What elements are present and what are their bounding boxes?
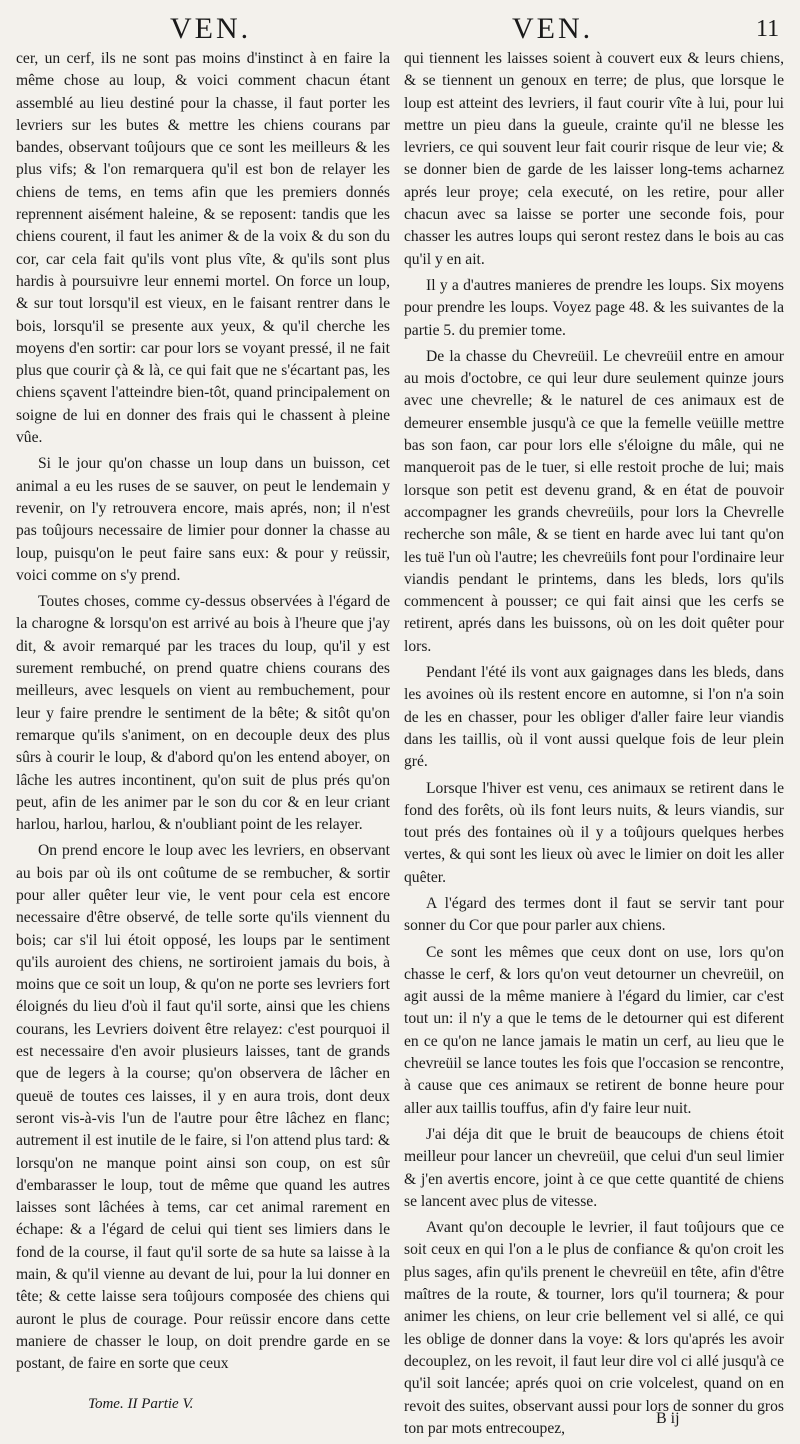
paragraph: Ce sont les mêmes que ceux dont on use, lors qu'on chasse le cerf, & lors qu'on veut detourner un chevreüil, on agit aussi de la même maniere à l'égard du limier, car c'est tout un: il n'y a que le tems de le detourner qui est diferent en ce qu'on ne lance jamais le matin un cerf, au lieu que le chevreüil se lance toutes les fois que l'occasion se rencontre, à cause que ces animaux se retirent de bonne heure pour aller aux taillis touffus, afin d'y faire leur nuit.	[404, 943, 784, 1117]
volume-line: Tome. II Partie V.	[88, 1396, 194, 1412]
page-number: 11	[756, 16, 780, 42]
paragraph: Toutes choses, comme cy-dessus observées à l'égard de la charogne & lorsqu'on est arrivé au bois à l'heure que j'ay dit, & avoir remarqué par les traces du loup, qu'il y est surement rembuché, on prend quatre chiens courans des meilleurs, avec lesquels on vient au rembuchement, pour leur y faire prendre le sentiment de la bête; & sitôt qu'on remarque qu'ils s'animent, on en decouple deux des plus sûrs à courir le loup, & d'abord qu'on les entend aboyer, on lâche les autres incontinent, qu'on suit de plus prés qu'on peut, afin de les animer par le son du cor & en leur criant harlou, harlou, harlou, & n'oubliant point de les relayer.	[16, 593, 390, 834]
running-head	[0, 12, 800, 52]
paragraph: Si le jour qu'on chasse un loup dans un buisson, cet animal a eu les ruses de se sauver, on peut le lendemain y revenir, on l'y retrouvera encore, mais aprés, non; il n'est pas toûjours necessaire de limier pour donner la chasse au loup, puisqu'on le peut faire sans eux: & pour y reüssir, voici comme on s'y prend.	[16, 455, 390, 584]
paragraph: cer, un cerf, ils ne sont pas moins d'instinct à en faire la même chose au loup, & voici comment chacun étant assemblé au lieu destiné pour la chasse, il faut porter les levriers sur les butes & mettre les chiens courans par bandes, observant toûjours que ce sont les meilleurs & les plus vifs; & l'on remarquera qu'il est bon de relayer les chiens de tems, en tems afin que les premiers donnés reprennent aisément haleine, & se reposent: tandis que les chiens courent, il faut les animer & de la voix & du son du cor, car cela fait qu'ils vont plus vîte, & qu'ils sont plus hardis à poursuivre leur ennemi mortel. On force un loup, & sur tout lorsqu'il est vieux, en le faisant rentrer dans le bois, lorsqu'il se presente aux yeux, & qu'il cherche les moyens d'en sortir: car pour lors se voyant pressé, il ne fait plus que courir çà & là, ce qui fait que ne s'écartant pas, les chiens sçavent l'atteindre bien-tôt, quand principalement on soigne de lui en donner des frais qui le chassent à pleine vûe.	[16, 50, 390, 447]
paragraph: Avant qu'on decouple le levrier, il faut toûjours que ce soit ceux en qui l'on a le plus de confiance & qu'on croit les plus sages, afin qu'ils prenent le chevreüil en tête, afin d'être maîtres de la route, & tourner, lors qu'il tournera; & pour animer les chiens, on leur crie bellement vel si allé, ce qui les oblige de donner dans la voye: & lors qu'aprés les avoir decouplez, on les revoit, il faut leur dire vol ci allé jusqu'à ce qu'il soit lancée; aprés quoi on crie volcelest, quand on en revoit des suites, observant aussi pour lors de sonner du gros ton par mots entrecoupez,	[404, 1219, 784, 1437]
running-head-left: VEN.	[170, 12, 252, 45]
right-column	[404, 48, 784, 1444]
left-column	[16, 48, 390, 1380]
paragraph: Lorsque l'hiver est venu, ces animaux se retirent dans le fond des forêts, où ils font leurs nuits, & leurs viandis, sur tout prés des fontaines où il y a toûjours quelques herbes vertes, & qui sont les lieux où avec le limier on doit les aller quêter.	[404, 779, 784, 886]
paragraph: Il y a d'autres manieres de prendre les loups. Six moyens pour prendre les loups. Voyez page 48. & les suivantes de la partie 5. du premier tome.	[404, 276, 784, 339]
paragraph: J'ai déja dit que le bruit de beaucoups de chiens étoit meilleur pour lancer un chevreüil, que celui d'un seul limier & j'en avertis encore, joint à ce que cette quantité de chiens se lancent avec plus de vitesse.	[404, 1125, 784, 1210]
paragraph: qui tiennent les laisses soient à couvert eux & leurs chiens, & se tiennent un genoux en terre; de plus, que lorsque le loup est atteint des levriers, il faut courir vîte à lui, pour lui mettre un pieu dans la gueule, crainte qu'il ne blesse les levriers, ce qui souvent leur fait courir risque de leur vie; & se donner bien de garde de les laisser long-tems acharnez aprés leur proye; cela executé, on les retire, pour aller chacun avec sa laisse se porter une seconde fois, pour chasser les autres loups qui seront restez dans le bois au cas qu'il y en ait.	[404, 50, 784, 268]
running-head-right: VEN.	[512, 12, 594, 45]
signature-mark: B ij	[656, 1410, 680, 1427]
paragraph: De la chasse du Chevreüil. Le chevreüil entre en amour au mois d'octobre, ce qui leur dure seulement quinze jours avec une chevrelle; & le naturel de ces animaux est de demeurer ensemble jusqu'à ce que la femelle veüille mettre bas son faon, car pour lors elle s'éloigne du mâle, qui ne manqueroit pas de le tuer, si elle restoit proche de lui; mais lorsque son petit est devenu grand, & en état de pouvoir accompagner les grands chevreüils, pour lors la Chevrelle recherche son mâle, & se tient en harde avec lui tant qu'on les tuë l'un où l'autre; les chevreüils font pour l'ordinaire leur viandis pendant le printems, dans les bleds, lors qu'ils commencent à pousser; ce qui fait ainsi que les cerfs se retirent, aprés dans les buissons, où on les doit quêter pour lors.	[404, 347, 784, 655]
paragraph: A l'égard des termes dont il faut se servir tant pour sonner du Cor que pour parler aux chiens.	[404, 894, 784, 935]
paragraph: Pendant l'été ils vont aux gaignages dans les bleds, dans les avoines où ils restent encore en automne, si l'on n'a soin de les en chasser, pour les obliger d'aller faire leur viandis dans les taillis, où il vont aussi quelque fois de leur plein gré.	[404, 664, 784, 771]
paragraph: On prend encore le loup avec les levriers, en observant au bois par où ils ont coûtume de se rembucher, & sortir pour aller quêter leur vie, le vent pour cela est encore necessaire d'être observé, de telle sorte qu'ils viennent du bois; car s'il lui étoit opposé, les loups par le sentiment qu'ils auroient des chiens, ne sortiroient jamais du bois, à moins que ce soit un loup, & qu'on ne porte ses levriers fort éloignés du lieu d'où il faut qu'il sorte, ainsi que les chiens courans, les Levriers doivent être relayez: c'est pourquoi il est necessaire d'en avoir plusieurs laisses, tant de grands que de legers à la course; qu'on observera de lâcher en queuë de toutes ces laisses, il y en aura trois, dont deux seront vis-à-vis l'un de l'autre pour être lâchez en flanc; autrement il est inutile de le faire, si l'on attend plus tard: & lorsqu'on ne manque point ainsi son coup, on est sûr d'embarasser le loup, tout de même que quand les autres laisses sont lâchées à tems, car cet animal rarement en échape: & a l'égard de celui qui tient ses limiers dans le fond de la course, il faut qu'il sorte de sa hute sa laisse à la main, & qu'il vienne au devant de lui, pour la lui donner en tête; & cette laisse sera toûjours composée des chiens qui auront le plus de courage. Pour reüssir encore dans cette maniere de chasser le loup, on doit prendre garde en se postant, de faire en sorte que ceux	[16, 842, 390, 1373]
page-footer	[0, 1396, 800, 1436]
